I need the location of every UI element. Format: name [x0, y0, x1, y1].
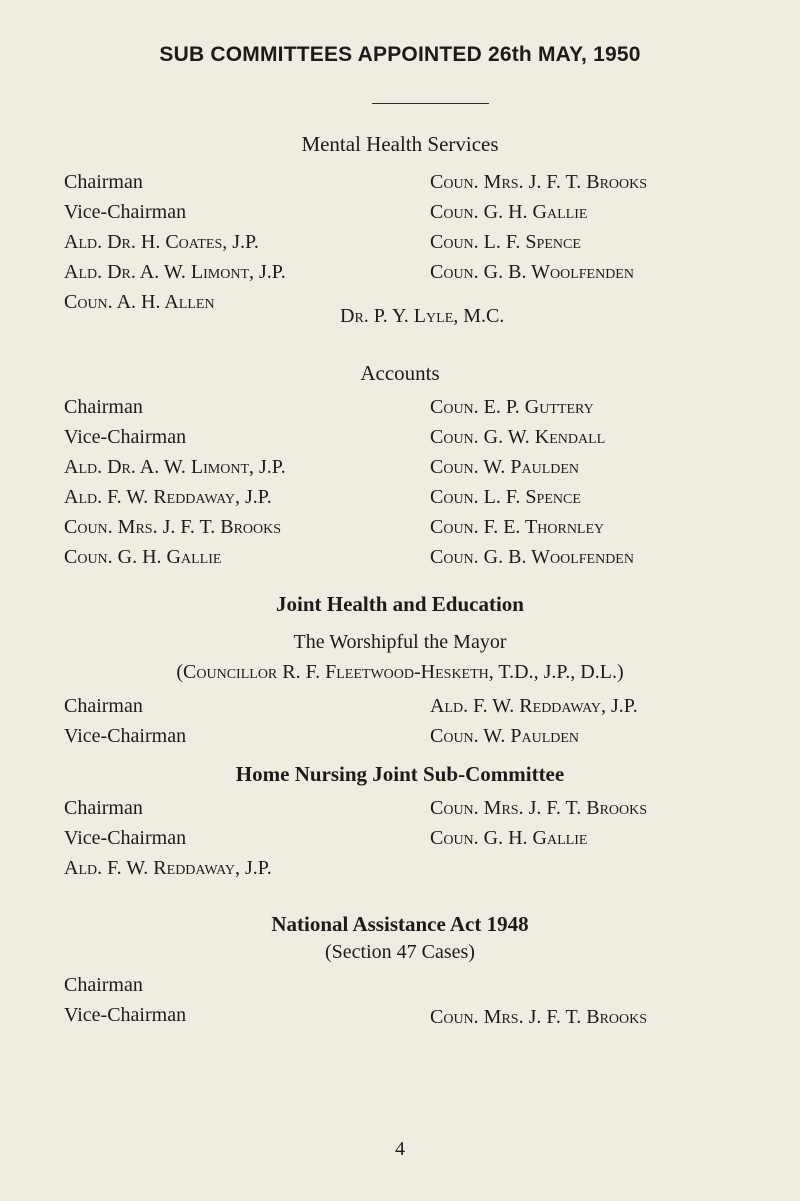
- page-number: 4: [395, 1138, 405, 1160]
- member-right: Coun. E. P. Guttery: [430, 396, 594, 418]
- member-left: Ald. F. W. Reddaway, J.P.: [64, 486, 272, 508]
- member-left: Vice-Chairman: [64, 827, 187, 849]
- page-heading: SUB COMMITTEES APPOINTED 26th MAY, 1950: [159, 43, 641, 66]
- member-left: Chairman: [64, 171, 143, 193]
- member-left: Ald. F. W. Reddaway, J.P.: [64, 857, 272, 879]
- member-left: Ald. Dr. A. W. Limont, J.P.: [64, 456, 286, 478]
- member-extra: Dr. P. Y. Lyle, M.C.: [340, 305, 505, 327]
- member-left: Coun. A. H. Allen: [64, 291, 215, 313]
- member-right: Ald. F. W. Reddaway, J.P.: [430, 695, 638, 717]
- member-right: Coun. Mrs. J. F. T. Brooks: [430, 171, 648, 193]
- section-title-accounts: Accounts: [360, 361, 440, 385]
- member-right: Coun. G. H. Gallie: [430, 201, 588, 223]
- member-left: Ald. Dr. H. Coates, J.P.: [64, 231, 259, 253]
- member-right: Coun. G. H. Gallie: [430, 827, 588, 849]
- member-right: Coun. F. E. Thornley: [430, 516, 605, 538]
- member-left: Chairman: [64, 695, 143, 717]
- member-right: Coun. L. F. Spence: [430, 486, 581, 508]
- member-left: Vice-Chairman: [64, 201, 187, 223]
- member-right: Coun. G. B. Woolfenden: [430, 546, 634, 568]
- section-title-mental-health: Mental Health Services: [301, 132, 499, 156]
- member-left: Chairman: [64, 396, 143, 418]
- member-right: Coun. W. Paulden: [430, 456, 580, 478]
- member-left: Vice-Chairman: [64, 725, 187, 747]
- member-right: Coun. Mrs. J. F. T. Brooks: [430, 797, 648, 819]
- member-left: Coun. G. H. Gallie: [64, 546, 222, 568]
- section-title-joint-health: Joint Health and Education: [276, 592, 524, 616]
- section-title-national-assistance: National Assistance Act 1948: [271, 912, 529, 936]
- section-title-home-nursing: Home Nursing Joint Sub-Committee: [235, 762, 565, 786]
- section-subtitle: (Section 47 Cases): [325, 941, 475, 963]
- member-left: Chairman: [64, 797, 143, 819]
- member-right: Coun. G. B. Woolfenden: [430, 261, 634, 283]
- heading-divider: [372, 103, 489, 104]
- member-right: Coun. G. W. Kendall: [430, 426, 606, 448]
- councillor-line: (Councillor R. F. Fleetwood-Hesketh, T.D., J.P., D.L.): [176, 661, 624, 683]
- member-right: Coun. W. Paulden: [430, 725, 580, 747]
- member-left: Vice-Chairman: [64, 1004, 187, 1026]
- member-left: Vice-Chairman: [64, 426, 187, 448]
- member-right: Coun. L. F. Spence: [430, 231, 581, 253]
- member-left: Chairman: [64, 974, 143, 996]
- mayor-line: The Worshipful the Mayor: [293, 631, 507, 653]
- member-left: Ald. Dr. A. W. Limont, J.P.: [64, 261, 286, 283]
- member-left: Coun. Mrs. J. F. T. Brooks: [64, 516, 282, 538]
- member-right: Coun. Mrs. J. F. T. Brooks: [430, 1006, 648, 1028]
